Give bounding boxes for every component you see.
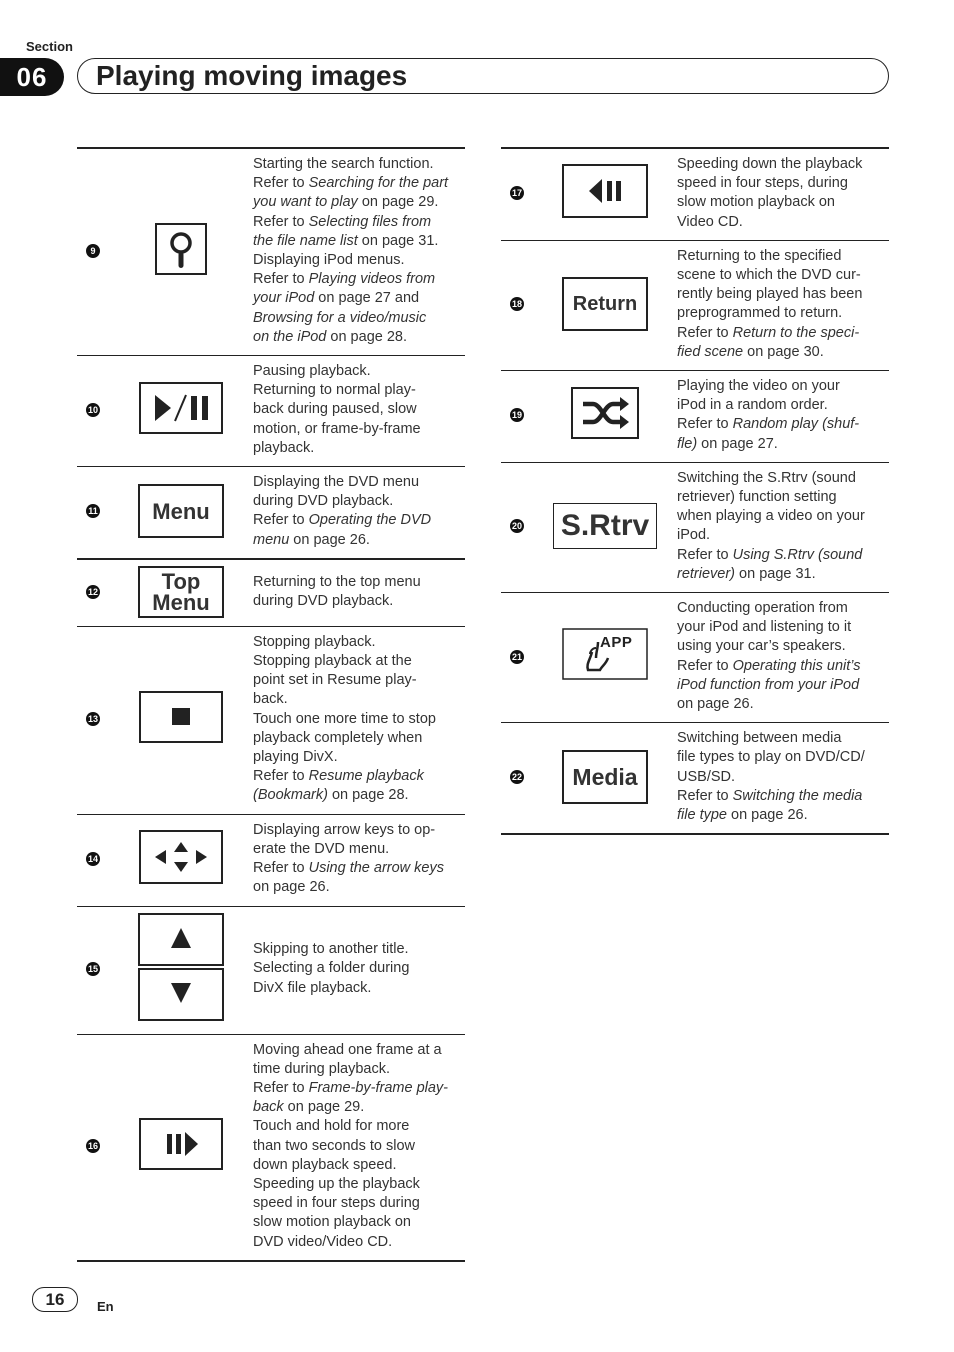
legend-row-14	[77, 814, 465, 906]
reference-title: Selecting files from	[308, 213, 432, 230]
description-text: when playing a video on your	[677, 508, 865, 525]
description-line	[253, 511, 461, 530]
legend-row-12	[77, 558, 465, 626]
item-number-badge: 9	[86, 244, 100, 258]
description-line	[253, 155, 461, 174]
description-text: Refer to	[253, 271, 309, 288]
description-text: Pausing playback.	[253, 363, 371, 380]
description-text: speed in four steps, during	[677, 175, 848, 192]
description-text: erate the DVD menu.	[253, 840, 390, 857]
description-text: Returning to normal play-	[253, 382, 416, 399]
description-text: Displaying arrow keys to op-	[253, 821, 436, 838]
description-line	[253, 1194, 461, 1213]
item-number-cell	[77, 1139, 109, 1153]
icon-cell	[109, 484, 253, 538]
icon-cell	[533, 164, 677, 223]
reference-title: Resume playback	[308, 768, 424, 785]
description-text: Returning to the specified	[677, 247, 842, 264]
description-line	[253, 1137, 461, 1156]
reference-title: Using the arrow keys	[308, 860, 444, 877]
page-number: 16	[32, 1287, 78, 1312]
description-line	[253, 710, 461, 729]
description-text: Selecting a folder during	[253, 960, 410, 977]
description-text: your iPod and listening to it	[677, 619, 852, 636]
left-column	[77, 147, 465, 1262]
item-description	[677, 599, 889, 714]
description-text: Refer to	[253, 1079, 309, 1096]
description-text: Displaying iPod menus.	[253, 252, 405, 269]
top-menu-button-label: Top Menu	[152, 568, 210, 615]
section-number-badge: 06	[0, 58, 64, 96]
icon-cell	[533, 503, 677, 549]
description-text: than two seconds to slow	[253, 1137, 416, 1154]
description-text: on page 27.	[697, 435, 778, 452]
description-line	[677, 213, 885, 232]
item-number-badge: 17	[511, 188, 522, 199]
description-line	[677, 396, 885, 415]
description-text: during DVD playback.	[253, 493, 394, 510]
reference-title: retriever)	[677, 565, 736, 582]
item-number-cell	[77, 504, 109, 518]
item-number-cell	[501, 297, 533, 311]
item-description	[253, 1041, 465, 1252]
legend-row-13	[77, 626, 465, 814]
srtrv-button[interactable]	[553, 503, 657, 549]
item-description	[253, 633, 465, 806]
description-text: Refer to	[677, 324, 733, 341]
description-line	[677, 488, 885, 507]
item-description	[677, 729, 889, 825]
reference-title: Operating the DVD	[308, 512, 432, 529]
description-text: on page 30.	[743, 343, 824, 360]
shuffle-icon[interactable]	[571, 387, 639, 444]
description-line	[253, 381, 461, 400]
description-text: DVD video/Video CD.	[253, 1233, 393, 1250]
description-line	[253, 439, 461, 458]
up-down-icon[interactable]	[138, 913, 224, 1026]
description-text: Switching the S.Rtrv (sound	[677, 469, 856, 486]
description-text: Starting the search function.	[253, 156, 434, 172]
play-pause-icon[interactable]	[139, 382, 223, 439]
item-number-badge: 14	[87, 854, 98, 865]
description-line	[677, 526, 885, 545]
description-line	[253, 940, 461, 959]
icon-cell	[533, 387, 677, 444]
legend-row-11	[77, 466, 465, 558]
table-bottom-rule	[501, 833, 889, 835]
description-line	[253, 767, 461, 786]
description-line	[677, 435, 885, 454]
description-line	[253, 400, 461, 419]
description-line	[253, 878, 461, 897]
description-line	[253, 1041, 461, 1060]
description-line	[253, 821, 461, 840]
description-line	[677, 266, 885, 285]
description-line	[253, 193, 461, 212]
item-number-badge: 19	[511, 410, 522, 421]
description-text: USB/SD.	[677, 768, 736, 785]
reference-title: Operating this unit’s	[732, 657, 861, 674]
reference-title: your iPod	[253, 290, 315, 307]
legend-row-17	[501, 147, 889, 240]
item-number-cell	[77, 403, 109, 417]
item-number-badge: 21	[511, 651, 522, 662]
description-line	[253, 289, 461, 308]
item-number-badge: 11	[86, 504, 100, 518]
item-number-badge: 22	[511, 772, 522, 783]
item-description	[253, 821, 465, 898]
description-text: Refer to	[677, 787, 733, 804]
description-text: Refer to	[677, 657, 733, 674]
legend-row-16	[77, 1034, 465, 1260]
item-number-badge: 12	[87, 586, 98, 597]
legend-row-20	[501, 462, 889, 592]
description-text: on page 29.	[357, 194, 439, 211]
legend-row-22	[501, 722, 889, 833]
srtrv-button-label: S.Rtrv	[560, 509, 650, 543]
item-description	[253, 940, 465, 998]
item-number-cell	[77, 852, 109, 866]
return-button-label: Return	[572, 292, 638, 315]
description-line	[253, 1060, 461, 1079]
item-description	[253, 155, 465, 347]
description-line	[253, 1156, 461, 1175]
description-text: iPod in a random order.	[677, 397, 828, 414]
icon-cell	[109, 913, 253, 1026]
description-text: DivX file playback.	[253, 979, 372, 996]
description-text: back during paused, slow	[253, 401, 417, 418]
description-line	[677, 155, 885, 174]
description-line	[677, 565, 885, 584]
app-icon-label: APP	[600, 634, 633, 652]
description-line	[677, 637, 885, 656]
description-line	[677, 304, 885, 323]
description-text: motion, or frame-by-frame	[253, 420, 421, 437]
reference-title: iPod function from your iPod	[677, 676, 860, 693]
item-number-cell	[501, 770, 533, 784]
item-number-badge: 20	[511, 521, 522, 532]
description-line	[677, 787, 885, 806]
description-line	[677, 247, 885, 266]
reference-title: on the iPod	[253, 328, 327, 345]
description-line	[253, 786, 461, 805]
item-number-cell	[77, 962, 109, 976]
description-text: Returning to the top menu	[253, 573, 421, 590]
description-line	[677, 748, 885, 767]
icon-cell	[109, 223, 253, 280]
item-number-badge: 16	[87, 1141, 98, 1152]
description-line	[253, 1175, 461, 1194]
reference-title: Random play (shuf-	[732, 416, 860, 433]
description-line	[253, 420, 461, 439]
description-text: Refer to	[677, 416, 733, 433]
description-text: during DVD playback.	[253, 592, 394, 609]
legend-row-19	[501, 370, 889, 462]
description-text: Stopping playback at the	[253, 653, 412, 670]
reference-title: fle)	[677, 435, 698, 452]
description-text: on page 28.	[326, 328, 408, 345]
icon-cell	[109, 1118, 253, 1175]
item-number-cell	[501, 186, 533, 200]
app-icon[interactable]	[562, 628, 648, 685]
icon-cell	[109, 830, 253, 889]
description-line	[253, 270, 461, 289]
description-line	[253, 1098, 461, 1117]
description-text: down playback speed.	[253, 1156, 397, 1173]
description-line	[253, 959, 461, 978]
section-label: Section	[26, 39, 73, 54]
description-line	[253, 492, 461, 511]
description-line	[253, 979, 461, 998]
description-line	[677, 729, 885, 748]
description-text: on page 28.	[327, 787, 409, 804]
description-line	[253, 1233, 461, 1252]
description-line	[253, 251, 461, 270]
reference-title: Return to the speci-	[732, 324, 860, 341]
description-text: on page 31.	[357, 232, 439, 249]
legend-row-15	[77, 906, 465, 1034]
description-line	[253, 232, 461, 251]
item-number-cell	[501, 650, 533, 664]
legend-row-9	[77, 147, 465, 355]
frame-forward-icon[interactable]	[139, 1118, 223, 1175]
description-text: on page 29.	[283, 1099, 365, 1116]
item-number-badge: 15	[87, 964, 98, 974]
description-text: on page 26.	[726, 807, 808, 824]
reference-title: the file name list	[253, 232, 358, 249]
reference-title: back	[253, 1099, 284, 1116]
reference-title: file type	[677, 807, 727, 824]
description-line	[677, 546, 885, 565]
media-button[interactable]	[562, 750, 648, 804]
icon-cell	[533, 750, 677, 804]
reference-title: Browsing for a video/music	[253, 309, 427, 326]
description-text: playback completely when	[253, 729, 423, 746]
description-line	[677, 657, 885, 676]
description-line	[253, 859, 461, 878]
icon-cell	[533, 628, 677, 685]
description-line	[253, 671, 461, 690]
legend-row-10	[77, 355, 465, 466]
description-text: Speeding up the playback	[253, 1175, 420, 1192]
description-line	[253, 174, 461, 193]
description-text: Refer to	[253, 512, 309, 529]
arrow-keys-icon[interactable]	[139, 830, 223, 889]
description-line	[253, 729, 461, 748]
item-number-badge: 18	[511, 299, 522, 310]
page-title: Playing moving images	[77, 58, 889, 94]
table-bottom-rule	[77, 1260, 465, 1262]
description-line	[253, 309, 461, 328]
item-number-cell	[501, 519, 533, 533]
description-text: rently being played has been	[677, 286, 863, 303]
description-line	[677, 415, 885, 434]
description-line	[677, 343, 885, 362]
description-line	[253, 840, 461, 859]
magnifier-icon[interactable]	[155, 223, 207, 280]
icon-cell	[109, 566, 253, 618]
description-line	[677, 507, 885, 526]
description-line	[677, 377, 885, 396]
icon-cell	[533, 277, 677, 331]
description-text: iPod.	[677, 527, 711, 544]
description-line	[253, 213, 461, 232]
item-description	[253, 573, 465, 611]
description-line	[253, 531, 461, 550]
description-text: Speeding down the playback	[677, 156, 863, 172]
description-line	[253, 633, 461, 652]
description-text: playback.	[253, 439, 315, 456]
description-text: slow motion playback on	[253, 1214, 411, 1231]
description-line	[677, 324, 885, 343]
description-text: on page 27 and	[314, 290, 420, 307]
description-line	[677, 285, 885, 304]
reference-title: you want to play	[253, 194, 358, 211]
top-menu-button[interactable]	[138, 566, 224, 618]
reference-title: (Bookmark)	[253, 787, 328, 804]
description-text: retriever) function setting	[677, 489, 837, 506]
description-text: back.	[253, 691, 288, 708]
item-number-badge: 10	[87, 405, 98, 416]
item-description	[677, 155, 889, 232]
description-line	[253, 690, 461, 709]
description-line	[677, 695, 885, 714]
description-text: Displaying the DVD menu	[253, 474, 420, 491]
description-text: Playing the video on your	[677, 378, 840, 395]
description-text: speed in four steps during	[253, 1195, 420, 1212]
description-text: Touch one more time to stop	[253, 710, 436, 727]
item-description	[677, 469, 889, 584]
reference-title: Using S.Rtrv (sound	[732, 546, 863, 563]
item-description	[253, 362, 465, 458]
item-number-cell	[77, 712, 109, 726]
description-text: Switching between media	[677, 730, 842, 747]
description-text: preprogrammed to return.	[677, 305, 843, 322]
description-line	[253, 1079, 461, 1098]
right-column	[501, 147, 889, 835]
description-line	[253, 748, 461, 767]
reference-title: fied scene	[677, 343, 744, 360]
description-line	[253, 362, 461, 381]
language-label: En	[97, 1299, 114, 1314]
item-number-badge: 13	[87, 714, 98, 725]
description-text: file types to play on DVD/CD/	[677, 749, 865, 766]
description-text: time during playback.	[253, 1060, 391, 1077]
description-text: Refer to	[253, 175, 309, 192]
description-text: Refer to	[253, 213, 309, 230]
description-text: Stopping playback.	[253, 633, 376, 650]
description-line	[677, 193, 885, 212]
item-number-cell	[501, 408, 533, 422]
icon-cell	[109, 691, 253, 748]
menu-button[interactable]	[138, 484, 224, 538]
description-text: point set in Resume play-	[253, 672, 417, 689]
description-line	[677, 806, 885, 825]
return-button[interactable]	[562, 277, 648, 331]
description-text: using your car’s speakers.	[677, 638, 846, 655]
reference-title: menu	[253, 531, 290, 548]
description-text: Conducting operation from	[677, 600, 848, 617]
reference-title: Searching for the part	[308, 175, 449, 192]
reference-title: Playing videos from	[308, 271, 436, 288]
description-text: Skipping to another title.	[253, 941, 409, 958]
legend-row-21	[501, 592, 889, 722]
item-number-cell	[77, 244, 109, 258]
description-line	[253, 328, 461, 347]
description-text: playing DivX.	[253, 749, 338, 766]
description-text: on page 26.	[677, 696, 754, 713]
description-line	[677, 618, 885, 637]
menu-button-label: Menu	[152, 498, 210, 524]
description-line	[677, 676, 885, 695]
description-text: on page 31.	[735, 565, 816, 582]
description-text: Video CD.	[677, 213, 743, 230]
description-line	[253, 573, 461, 592]
description-line	[253, 652, 461, 671]
item-number-cell	[77, 585, 109, 599]
description-text: Moving ahead one frame at a	[253, 1041, 442, 1058]
description-line	[677, 174, 885, 193]
description-text: Refer to	[677, 546, 733, 563]
description-line	[677, 768, 885, 787]
description-text: Touch and hold for more	[253, 1118, 410, 1135]
description-line	[677, 599, 885, 618]
media-button-label: Media	[572, 763, 638, 790]
reference-title: Frame-by-frame play-	[308, 1079, 448, 1096]
description-text: Refer to	[253, 860, 309, 877]
description-text: on page 26.	[289, 531, 370, 548]
description-line	[253, 1213, 461, 1232]
description-text: slow motion playback on	[677, 194, 835, 211]
item-description	[677, 247, 889, 362]
item-description	[677, 377, 889, 454]
description-line	[253, 592, 461, 611]
description-text: scene to which the DVD cur-	[677, 267, 861, 284]
stop-icon[interactable]	[139, 691, 223, 748]
reference-title: Switching the media	[732, 787, 863, 804]
icon-cell	[109, 382, 253, 439]
description-line	[253, 473, 461, 492]
legend-row-18	[501, 240, 889, 370]
description-text: on page 26.	[253, 879, 330, 896]
description-line	[677, 469, 885, 488]
slow-reverse-icon[interactable]	[562, 164, 648, 223]
item-description	[253, 473, 465, 550]
description-text: Refer to	[253, 768, 309, 785]
description-line	[253, 1117, 461, 1136]
